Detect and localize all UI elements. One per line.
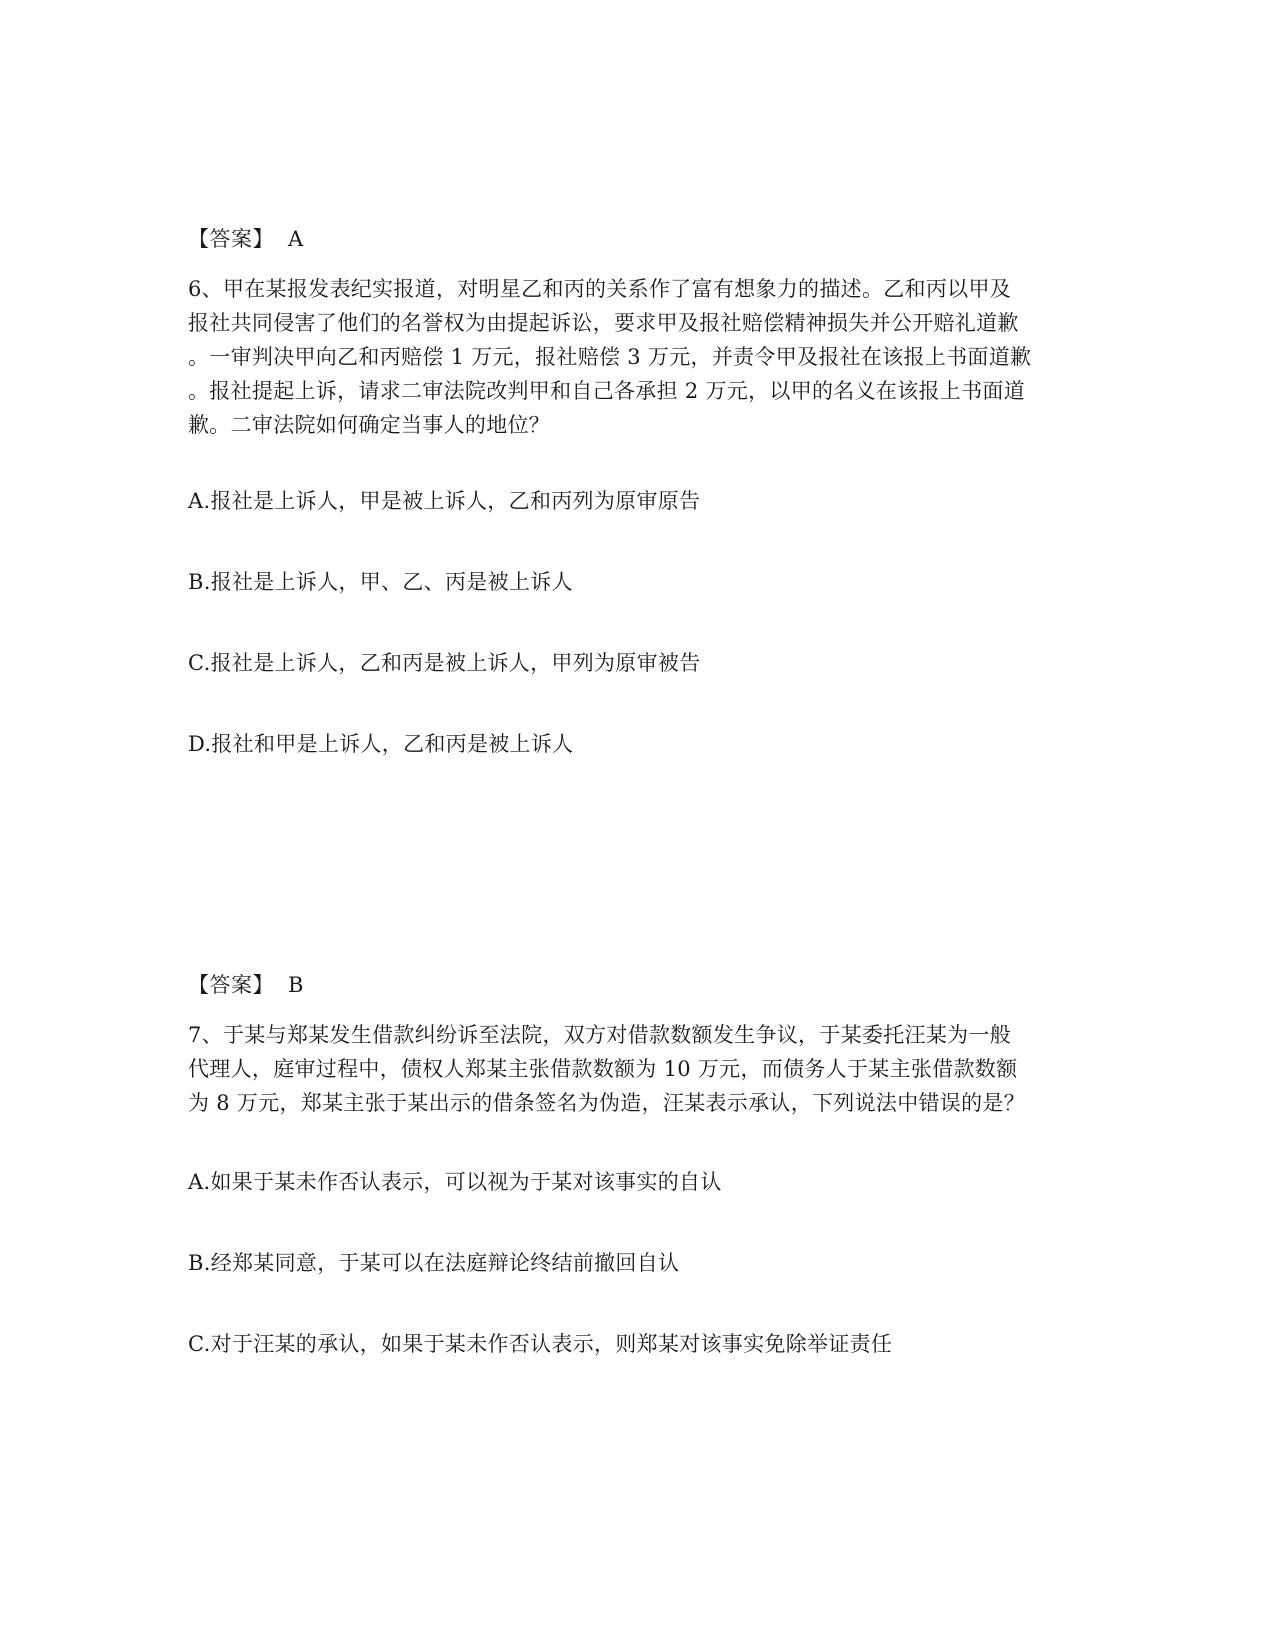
question-line: 为 8 万元，郑某主张于某出示的借条签名为伪造，汪某表示承认，下列说法中错误的是？ [188,1091,1026,1115]
q7-option-a: A.如果于某未作否认表示，可以视为于某对该事实的自认 [188,1170,722,1194]
q7-option-b: B.经郑某同意，于某可以在法庭辩论终结前撤回自认 [188,1251,680,1275]
question-6-text [188,272,1088,442]
question-line: 7、于某与郑某发生借款纠纷诉至法院，双方对借款数额发生争议，于某委托汪某为一般 [188,1023,1012,1047]
question-line: 报社共同侵害了他们的名誉权为由提起诉讼，要求甲及报社赔偿精神损失并公开赔礼道歉 [188,311,1019,335]
question-line: 代理人，庭审过程中，债权人郑某主张借款数额为 10 万元，而债务人于某主张借款数额 [188,1057,1018,1081]
q7-option-c: C.对于汪某的承认，如果于某未作否认表示，则郑某对该事实免除举证责任 [188,1332,893,1356]
question-line: 6、甲在某报发表纪实报道，对明星乙和丙的关系作了富有想象力的描述。乙和丙以甲及 [188,277,1012,301]
answer-line-q5 [188,222,1088,256]
answer-label: 【答案】 [188,973,274,997]
q6-option-d: D.报社和甲是上诉人，乙和丙是被上诉人 [188,732,574,756]
question-7-text [188,1018,1088,1120]
answer-line-q6 [188,968,1088,1002]
question-line: 。一审判决甲向乙和丙赔偿 1 万元，报社赔偿 3 万元，并责令甲及报社在该报上书面道歉 [188,345,1032,369]
q6-option-c: C.报社是上诉人，乙和丙是被上诉人，甲列为原审被告 [188,651,701,675]
answer-value: A [288,227,304,251]
question-line: 歉。二审法院如何确定当事人的地位？ [188,413,551,437]
q6-option-b: B.报社是上诉人，甲、乙、丙是被上诉人 [188,570,573,594]
answer-value: B [288,973,304,997]
q6-option-a: A.报社是上诉人，甲是被上诉人，乙和丙列为原审原告 [188,489,701,513]
answer-label: 【答案】 [188,227,274,251]
question-line: 。报社提起上诉，请求二审法院改判甲和自己各承担 2 万元，以甲的名义在该报上书面道 [188,379,1026,403]
